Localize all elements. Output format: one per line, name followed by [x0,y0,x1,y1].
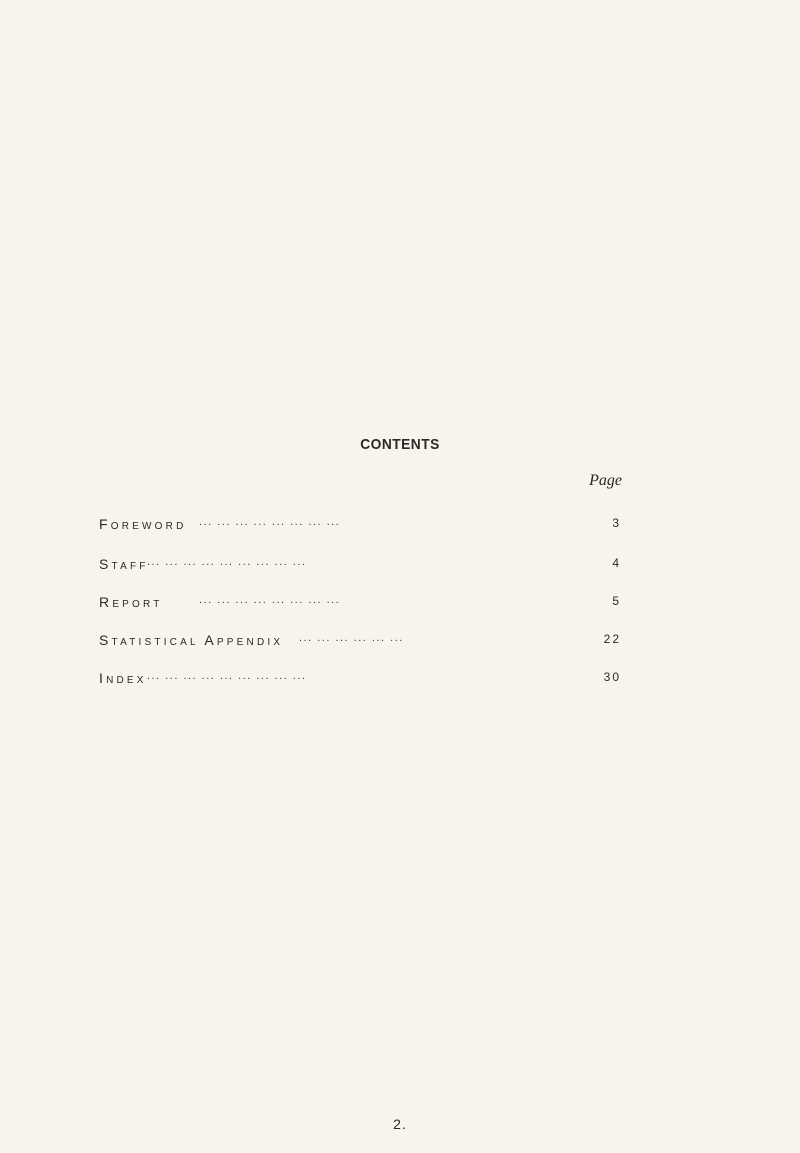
toc-page-number: 22 [603,632,621,646]
toc-entry-label: STATISTICAL APPENDIX [99,632,284,648]
contents-heading: CONTENTS [360,436,440,453]
dot-leader: ... ... ... ... ... ... [299,632,404,644]
dot-leader: ... ... ... ... ... ... ... ... ... [147,670,307,682]
dot-leader: ... ... ... ... ... ... ... ... [199,516,341,528]
toc-page-number: 3 [612,516,621,530]
dot-leader: ... ... ... ... ... ... ... ... ... [147,556,307,568]
toc-entry-label: FOREWORD [99,516,187,532]
dot-leader: ... ... ... ... ... ... ... ... [199,594,341,606]
toc-entry-foreword[interactable] [99,516,621,536]
toc-entry-label: STAFF [99,556,149,572]
toc-entry-label: REPORT [99,594,163,610]
page-folio: 2. [393,1116,407,1132]
toc-entry-index[interactable] [99,670,621,690]
page-column-label: Page [589,472,622,489]
toc-entry-report[interactable] [99,594,621,614]
toc-entry-staff[interactable] [99,556,621,576]
toc-page-number: 4 [612,556,621,570]
toc-entry-statistical-appendix[interactable] [99,632,621,652]
toc-entry-label: INDEX [99,670,147,686]
toc-page-number: 5 [612,594,621,608]
toc-page-number: 30 [603,670,621,684]
